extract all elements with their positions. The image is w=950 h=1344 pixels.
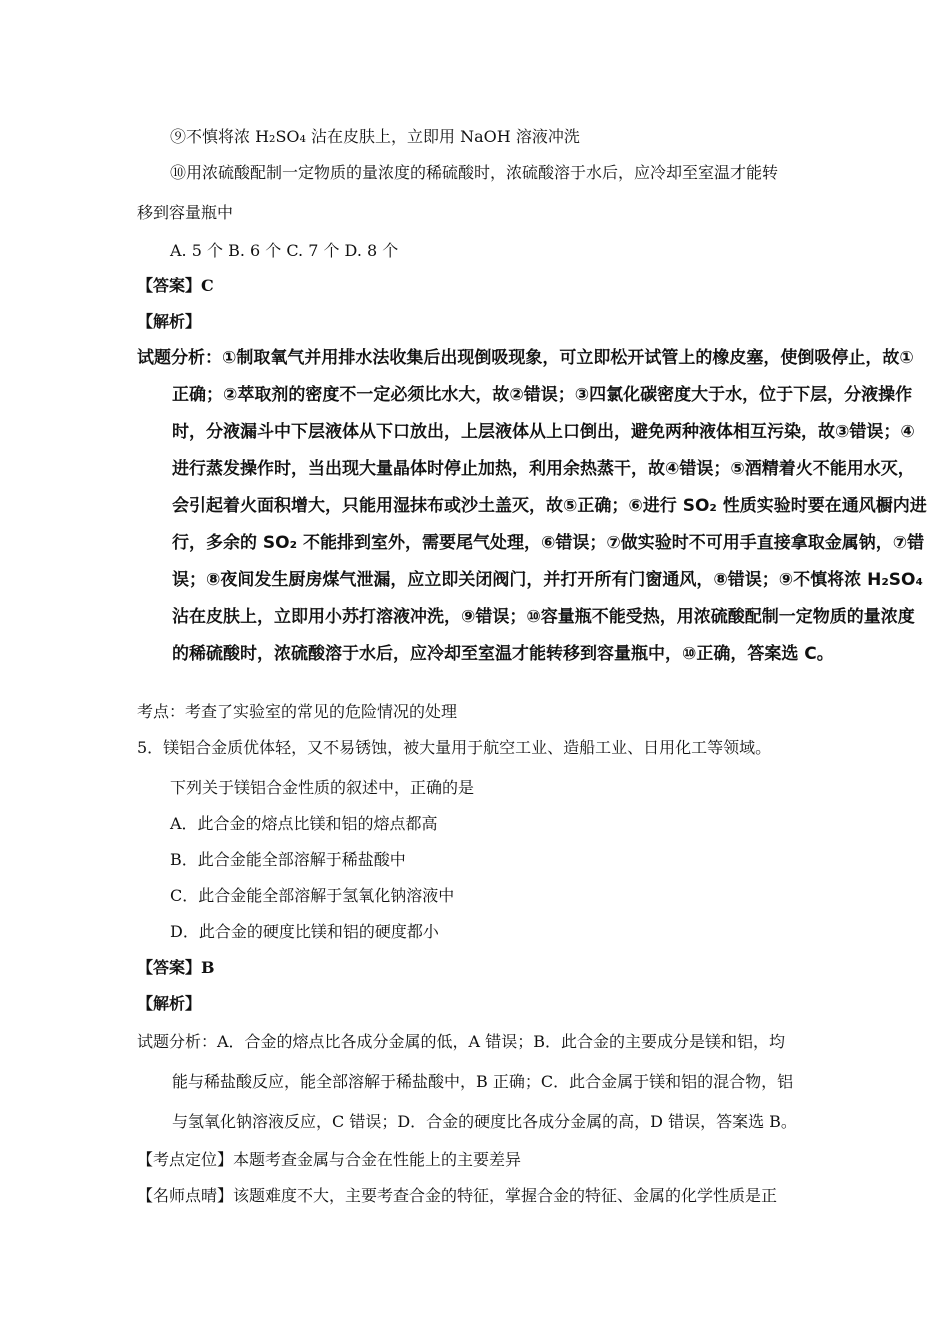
q5-question: 下列关于镁铝合金性质的叙述中，正确的是 xyxy=(170,778,475,797)
q4-analysis-line: 试题分析：①制取氧气并用排水法收集后出现倒吸现象，可立即松开试管上的橡皮塞，使倒吸停止，故① xyxy=(137,348,914,368)
q5-analysis-line: 能与稀盐酸反应，能全部溶解于稀盐酸中，B 正确；C．此合金属于镁和铝的混合物，铝 xyxy=(172,1072,794,1091)
q4-analysis-line: 进行蒸发操作时，当出现大量晶体时停止加热，利用余热蒸干，故④错误；⑤酒精着火不能用水灭， xyxy=(172,459,915,479)
q4-item-10-cont: 移到容量瓶中 xyxy=(137,203,234,222)
q4-analysis-line: 的稀硫酸时，浓硫酸溶于水后，应冷却至室温才能转移到容量瓶中，⑩正确，答案选 C。 xyxy=(172,644,834,664)
q5-option-b: B．此合金能全部溶解于稀盐酸中 xyxy=(170,850,406,869)
q4-kaodian: 考点：考查了实验室的常见的危险情况的处理 xyxy=(137,702,458,721)
q4-analysis-label: 【解析】 xyxy=(137,312,202,331)
q5-option-c: C．此合金能全部溶解于氢氧化钠溶液中 xyxy=(170,886,455,905)
q5-stem: 5．镁铝合金质优体轻，又不易锈蚀，被大量用于航空工业、造船工业、日用化工等领域。 xyxy=(137,738,772,757)
q5-analysis-line: 与氢氧化钠溶液反应，C 错误；D．合金的硬度比各成分金属的高，D 错误，答案选 B。 xyxy=(172,1112,797,1131)
q5-analysis-line: 试题分析：A．合金的熔点比各成分金属的低，A 错误；B．此合金的主要成分是镁和铝，均 xyxy=(137,1032,785,1051)
q4-analysis-line: 会引起着火面积增大，只能用湿抹布或沙土盖灭，故⑤正确；⑥进行 SO₂ 性质实验时要在通风橱内进 xyxy=(172,496,927,516)
q5-mingshi-dianjing: 【名师点晴】该题难度不大，主要考查合金的特征，掌握合金的特征、金属的化学性质是正 xyxy=(137,1186,778,1205)
q5-analysis-label: 【解析】 xyxy=(137,994,202,1013)
q5-answer: 【答案】B xyxy=(137,958,215,977)
q4-analysis-line: 正确；②萃取剂的密度不一定必须比水大，故②错误；③四氯化碳密度大于水，位于下层，分液操作 xyxy=(172,385,913,405)
q4-analysis-line: 行，多余的 SO₂ 不能排到室外，需要尾气处理，⑥错误；⑦做实验时不可用手直接拿取金属钠，⑦错 xyxy=(172,533,925,553)
q5-kaodian-dingwei: 【考点定位】本题考查金属与合金在性能上的主要差异 xyxy=(137,1150,522,1169)
q4-analysis-line: 沾在皮肤上，立即用小苏打溶液冲洗，⑨错误；⑩容量瓶不能受热，用浓硫酸配制一定物质的量浓度 xyxy=(172,607,915,627)
q4-options: A. 5 个 B. 6 个 C. 7 个 D. 8 个 xyxy=(170,241,399,260)
q4-analysis-line: 误；⑧夜间发生厨房煤气泄漏，应立即关闭阀门，并打开所有门窗通风，⑧错误；⑨不慎将浓 H₂SO₄ xyxy=(172,570,923,590)
q4-answer: 【答案】C xyxy=(137,276,214,295)
q4-item-10: ⑩用浓硫酸配制一定物质的量浓度的稀硫酸时，浓硫酸溶于水后，应冷却至室温才能转 xyxy=(170,163,779,182)
q5-option-a: A．此合金的熔点比镁和铝的熔点都高 xyxy=(170,814,438,833)
q4-item-9: ⑨不慎将浓 H₂SO₄ 沾在皮肤上，立即用 NaOH 溶液冲洗 xyxy=(170,127,580,146)
q4-analysis-line: 时，分液漏斗中下层液体从下口放出，上层液体从上口倒出，避免两种液体相互污染，故③错误；④ xyxy=(172,422,915,442)
q5-option-d: D．此合金的硬度比镁和铝的硬度都小 xyxy=(170,922,439,941)
